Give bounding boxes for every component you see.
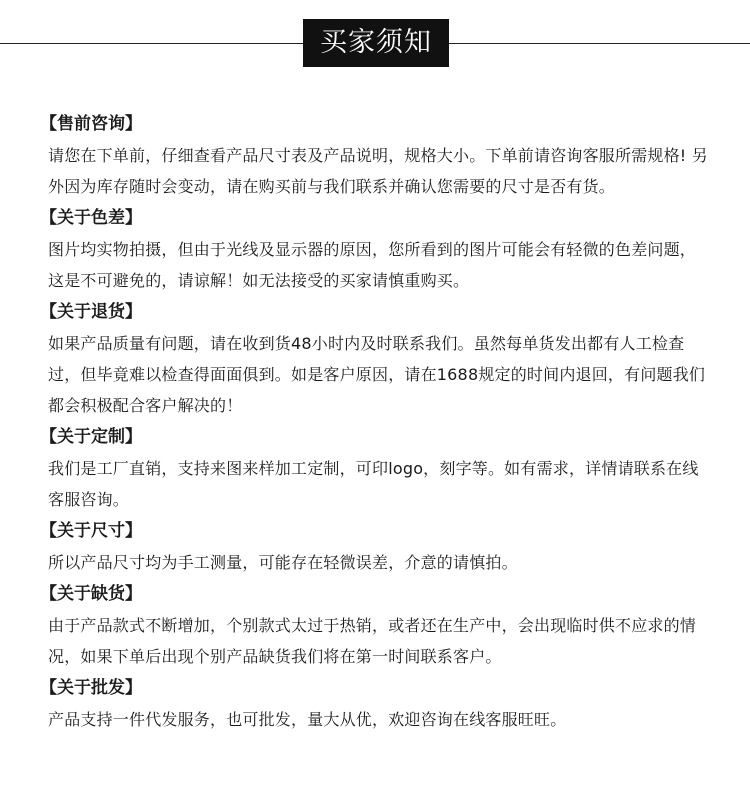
- section-heading: 【关于色差】: [40, 208, 142, 228]
- section-body: 由于产品款式不断增加，个别款式太过于热销，或者还在生产中，会出现临时供不应求的情况，如果下单后出现个别产品缺货我们将在第一时间联系客户。: [48, 616, 697, 666]
- section-body: 请您在下单前，仔细查看产品尺寸表及产品说明，规格大小。下单前请咨询客服所需规格! 另外因为库存随时会变动，请在购买前与我们联系并确认您需要的尺寸是否有货。: [48, 146, 708, 196]
- section-heading: 【关于尺寸】: [40, 521, 142, 541]
- section-heading: 【关于批发】: [40, 678, 142, 698]
- section-body: 如果产品质量有问题，请在收到货48小时内及时联系我们。虽然每单货发出都有人工检查过，但毕竟难以检查得面面俱到。如是客户原因，请在1688规定的时间内退回，有问题我们都会积极配合客户解决的！: [48, 334, 706, 415]
- page-title: 买家须知: [303, 19, 449, 67]
- section-body: 我们是工厂直销，支持来图来样加工定制，可印logo，刻字等。如有需求，详情请联系在线客服咨询。: [48, 459, 699, 509]
- section-heading: 【关于定制】: [40, 427, 142, 447]
- header-divider-left: [0, 43, 304, 44]
- section-returns: [40, 298, 710, 421]
- section-heading: 【售前咨询】: [40, 114, 142, 134]
- section-body: 产品支持一件代发服务，也可批发，量大从优，欢迎咨询在线客服旺旺。: [48, 710, 567, 729]
- section-heading: 【关于缺货】: [40, 584, 142, 604]
- section-heading: 【关于退货】: [40, 302, 142, 322]
- section-customization: [40, 423, 710, 515]
- section-body: 图片均实物拍摄，但由于光线及显示器的原因，您所看到的图片可能会有轻微的色差问题，这是不可避免的，请谅解！如无法接受的买家请慎重购买。: [48, 240, 697, 290]
- section-presale-consult: [40, 110, 710, 202]
- section-color-difference: [40, 204, 710, 296]
- section-wholesale: [40, 674, 710, 735]
- notice-content: [40, 110, 710, 737]
- section-body: 所以产品尺寸均为手工测量，可能存在轻微误差，介意的请慎拍。: [48, 553, 518, 572]
- section-size: [40, 517, 710, 578]
- header-divider-right: [448, 43, 750, 44]
- section-out-of-stock: [40, 580, 710, 672]
